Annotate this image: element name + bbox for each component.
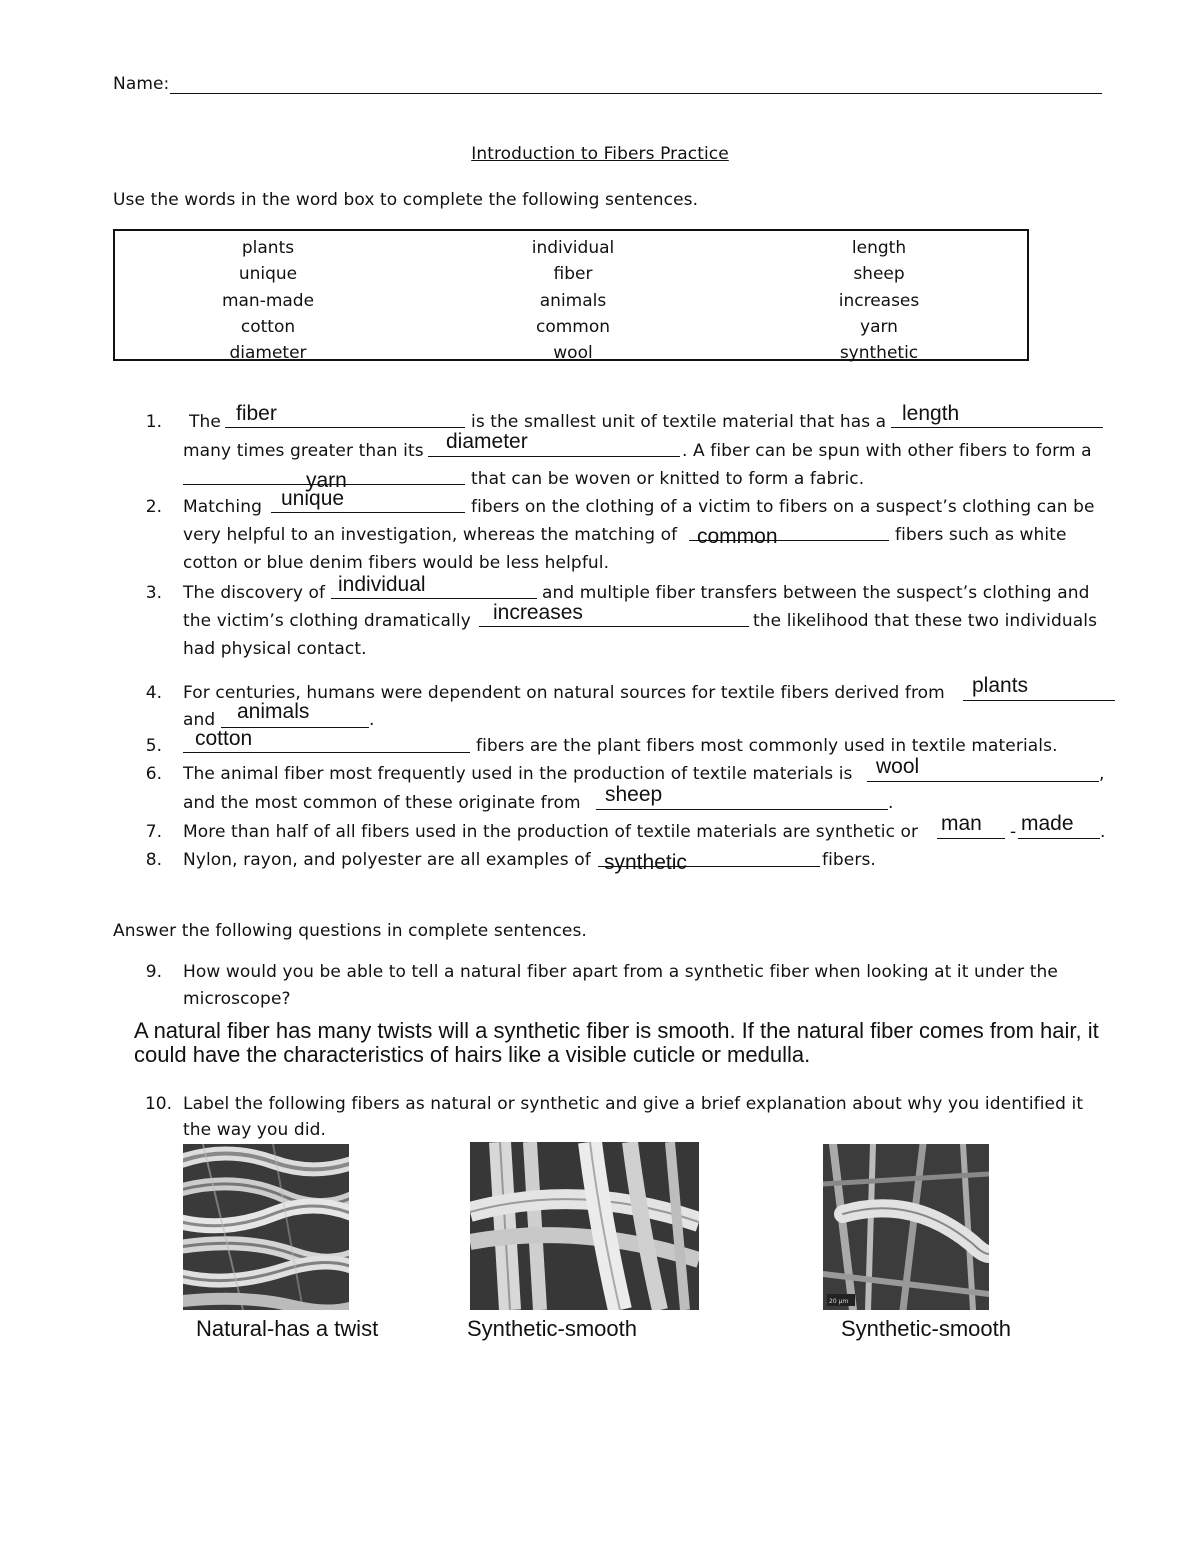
name-label: Name: <box>113 74 170 94</box>
q7-text-b: . <box>1100 822 1106 842</box>
q1-answer-1: fiber <box>236 402 277 425</box>
q2-text-e: cotton or blue denim fibers would be less helpful. <box>183 553 610 573</box>
question-number: 3. <box>145 583 162 603</box>
word-box-item: unique <box>238 264 298 285</box>
q1-answer-4: yarn <box>306 469 347 492</box>
q7-separator: - <box>1010 822 1017 842</box>
page-title: Introduction to Fibers Practice <box>471 144 729 164</box>
question-number: 5. <box>145 736 162 756</box>
question-number: 4. <box>145 683 162 703</box>
q1-text-b: is the smallest unit of textile material that has a <box>471 412 887 432</box>
q1-answer-2: length <box>902 402 960 425</box>
q5-answer-1: cotton <box>195 727 253 750</box>
q1-text-e: that can be woven or knitted to form a fabric. <box>471 469 865 489</box>
q1-text-d: . A fiber can be spun with other fibers to form a <box>682 441 1092 461</box>
q2-answer-1: unique <box>281 487 345 510</box>
word-box-item: yarn <box>860 316 898 337</box>
q1-text-c: many times greater than its <box>183 441 424 461</box>
image-3-caption: Synthetic-smooth <box>841 1316 1011 1341</box>
q4-text-c: . <box>369 710 375 730</box>
q2-text-d: fibers such as white <box>895 525 1067 545</box>
question-number: 7. <box>145 822 162 842</box>
name-field-line <box>170 93 1102 94</box>
q4-text-b: and <box>183 710 216 730</box>
word-box-item: wool <box>553 343 593 364</box>
q3-text-a: The discovery of <box>183 583 326 603</box>
q4-text-a: For centuries, humans were dependent on natural sources for textile fibers derived from <box>183 683 945 703</box>
word-box-item: common <box>535 316 611 337</box>
q10-text-a: Label the following fibers as natural or synthetic and give a brief explanation about why you identified it <box>183 1094 1084 1114</box>
q1-blank-3[interactable] <box>428 456 680 457</box>
q10-text-b: the way you did. <box>183 1120 327 1140</box>
q6-blank-1[interactable] <box>867 781 1099 782</box>
q8-text-b: fibers. <box>822 850 876 870</box>
word-box-item: individual <box>531 238 615 258</box>
q7-blank-1[interactable] <box>937 838 1005 839</box>
word-box-item: sheep <box>853 264 905 285</box>
section-instructions: Answer the following questions in complete sentences. <box>113 921 587 941</box>
q2-text-b: fibers on the clothing of a victim to fibers on a suspect’s clothing can be <box>471 497 1095 517</box>
q6-text-a: The animal fiber most frequently used in the production of textile materials is <box>183 764 853 784</box>
word-box-column-2 <box>423 235 723 366</box>
q1-blank-1[interactable] <box>225 427 465 428</box>
q3-text-e: had physical contact. <box>183 639 367 659</box>
image-2-caption: Synthetic-smooth <box>467 1316 637 1341</box>
question-number: 2. <box>145 497 162 517</box>
word-box <box>113 229 1029 364</box>
word-box-column-3 <box>729 235 1029 366</box>
q6-text-d: . <box>888 793 894 813</box>
q6-answer-2: sheep <box>605 783 663 806</box>
word-box-item: cotton <box>240 316 296 337</box>
q4-answer-2: animals <box>237 700 310 723</box>
q9-text-b: microscope? <box>183 989 291 1009</box>
q9-answer-line-1: A natural fiber has many twists will a synthetic fiber is smooth. If the natural fiber comes from hair, it <box>134 1018 1099 1043</box>
word-box-item: man-made <box>221 290 315 311</box>
q9-text-a: How would you be able to tell a natural fiber apart from a synthetic fiber when looking at it under the <box>183 962 1058 982</box>
word-box-item: plants <box>241 238 295 258</box>
word-box-item: animals <box>539 290 607 311</box>
q1-text-a: The <box>189 412 221 432</box>
question-number: 8. <box>145 850 162 870</box>
q2-text-a: Matching <box>183 497 262 517</box>
q4-answer-1: plants <box>972 674 1029 697</box>
q7-blank-2[interactable] <box>1018 838 1100 839</box>
word-box-column-1 <box>118 235 418 366</box>
question-number: 1. <box>145 412 162 432</box>
q2-blank-1[interactable] <box>271 512 465 513</box>
q4-blank-1[interactable] <box>963 700 1115 701</box>
q8-answer-1: synthetic <box>604 851 687 874</box>
q3-text-c: the victim’s clothing dramatically <box>183 611 471 631</box>
q5-text-a: fibers are the plant fibers most commonly used in textile materials. <box>476 736 1058 756</box>
question-number: 10. <box>144 1094 172 1114</box>
q8-text-a: Nylon, rayon, and polyester are all examples of <box>183 850 591 870</box>
image-1-caption: Natural-has a twist <box>196 1316 379 1341</box>
scale-bar-label: 20 µm <box>829 1298 849 1305</box>
q3-answer-1: individual <box>338 573 426 596</box>
word-box-item: fiber <box>553 264 593 285</box>
q9-answer <box>134 1019 1184 1067</box>
q7-answer-2: made <box>1021 812 1074 835</box>
q3-text-b: and multiple fiber transfers between the suspect’s clothing and <box>542 583 1090 603</box>
q6-text-c: and the most common of these originate from <box>183 793 581 813</box>
q6-text-b: , <box>1099 764 1105 784</box>
question-number: 9. <box>145 962 162 982</box>
instructions: Use the words in the word box to complete the following sentences. <box>113 190 699 210</box>
q3-answer-2: increases <box>493 601 583 624</box>
smooth-fiber-micrograph-1 <box>470 1142 699 1310</box>
twisted-fiber-micrograph <box>183 1144 349 1310</box>
smooth-fiber-micrograph-2 <box>823 1144 989 1310</box>
question-number: 6. <box>145 764 162 784</box>
q6-blank-2[interactable] <box>596 809 888 810</box>
word-box-item: increases <box>838 290 920 311</box>
q2-answer-2: common <box>697 525 778 548</box>
q3-text-d: the likelihood that these two individuals <box>753 611 1098 631</box>
q9-answer-line-2: could have the characteristics of hairs like a visible cuticle or medulla. <box>134 1042 811 1067</box>
q2-text-c: very helpful to an investigation, whereas the matching of <box>183 525 678 545</box>
q3-blank-2[interactable] <box>479 626 749 627</box>
q7-answer-1: man <box>941 812 982 835</box>
q7-text-a: More than half of all fibers used in the production of textile materials are synthetic or <box>183 822 919 842</box>
q1-answer-3: diameter <box>446 430 528 453</box>
q6-answer-1: wool <box>876 755 920 778</box>
word-box-item: length <box>851 238 907 258</box>
word-box-item: diameter <box>229 343 307 364</box>
q3-blank-1[interactable] <box>331 598 537 599</box>
q1-blank-2[interactable] <box>891 427 1103 428</box>
q5-blank-1[interactable] <box>183 752 470 753</box>
word-box-item: synthetic <box>839 343 919 364</box>
